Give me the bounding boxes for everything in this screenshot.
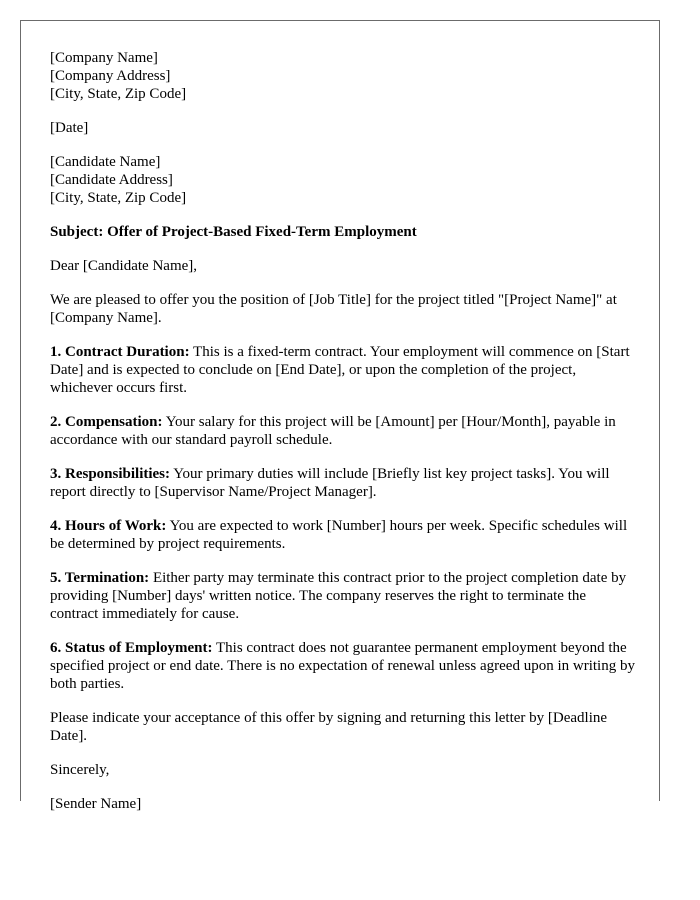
section-termination bbox=[50, 569, 635, 623]
salutation: Dear [Candidate Name], bbox=[50, 258, 198, 274]
sender-block bbox=[50, 49, 635, 103]
section-text: This is a fixed-term contract. Your employment will commence on [Start Date] and is expected to conclude on [End Date], or upon the completion of the project, whichever occurs first. bbox=[50, 344, 630, 396]
section-text: Either party may terminate this contract prior to the project completion date by providing [Number] days' written notice. The company reserves the right to terminate the contract immediately for cause. bbox=[50, 570, 627, 622]
acceptance-paragraph: Please indicate your acceptance of this offer by signing and returning this letter by [Deadline Date]. bbox=[50, 710, 608, 744]
section-compensation bbox=[50, 413, 635, 449]
section-heading: 5. Termination: bbox=[50, 570, 150, 586]
letter-date: [Date] bbox=[50, 120, 89, 136]
section-contract-duration bbox=[50, 343, 635, 397]
sender-company-name: [Company Name] bbox=[50, 50, 158, 66]
section-status-of-employment bbox=[50, 639, 635, 693]
section-heading: 1. Contract Duration: bbox=[50, 344, 190, 360]
letter-page bbox=[20, 20, 660, 812]
section-heading: 3. Responsibilities: bbox=[50, 466, 171, 482]
section-heading: 2. Compensation: bbox=[50, 414, 163, 430]
sender-city-state-zip: [City, State, Zip Code] bbox=[50, 86, 187, 102]
section-text: This contract does not guarantee permanent employment beyond the specified project or end date. There is no expectation of renewal unless agreed upon in writing by both parties. bbox=[50, 640, 635, 692]
closing: Sincerely, bbox=[50, 762, 110, 778]
recipient-city-state-zip: [City, State, Zip Code] bbox=[50, 190, 187, 206]
section-text: You are expected to work [Number] hours per week. Specific schedules will be determined by project requirements. bbox=[50, 518, 628, 552]
section-text: Your salary for this project will be [Amount] per [Hour/Month], payable in accordance with our standard payroll schedule. bbox=[50, 414, 616, 448]
section-heading: 4. Hours of Work: bbox=[50, 518, 167, 534]
intro-paragraph: We are pleased to offer you the position of [Job Title] for the project titled "[Project Name]" at [Company Name]. bbox=[50, 292, 617, 326]
letter-content bbox=[50, 49, 635, 829]
section-heading: 6. Status of Employment: bbox=[50, 640, 213, 656]
letter-subject: Subject: Offer of Project-Based Fixed-Term Employment bbox=[50, 224, 417, 240]
section-responsibilities bbox=[50, 465, 635, 501]
section-hours-of-work bbox=[50, 517, 635, 553]
recipient-name: [Candidate Name] bbox=[50, 154, 161, 170]
signature-name: [Sender Name] bbox=[50, 796, 142, 812]
section-text: Your primary duties will include [Briefly list key project tasks]. You will report directly to [Supervisor Name/Project Manager]. bbox=[50, 466, 610, 500]
sender-company-address: [Company Address] bbox=[50, 68, 171, 84]
recipient-block bbox=[50, 153, 635, 207]
recipient-address: [Candidate Address] bbox=[50, 172, 173, 188]
